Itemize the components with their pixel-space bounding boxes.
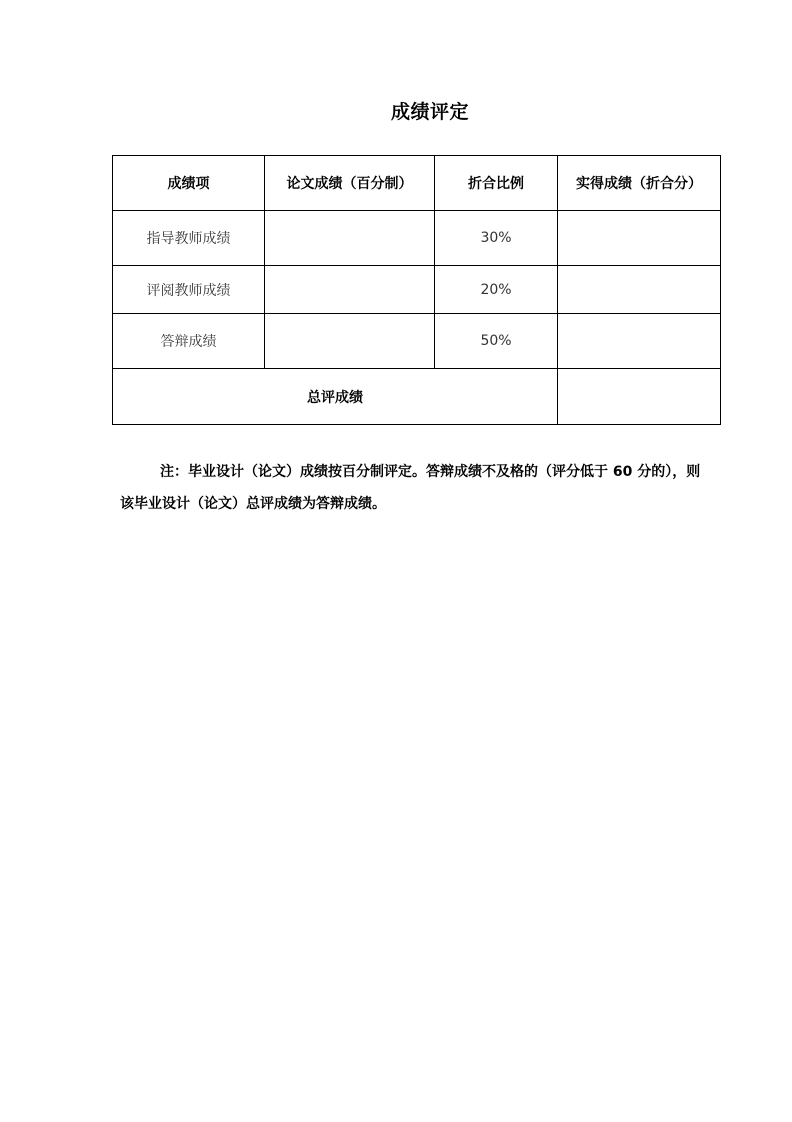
table-row [113, 266, 721, 314]
row-ratio: 30% [435, 211, 558, 266]
row-score-cell[interactable] [265, 314, 435, 369]
note-text: 注：毕业设计（论文）成绩按百分制评定。答辩成绩不及格的（评分低于 60 分的），则该毕业设计（论文）总评成绩为答辩成绩。 [120, 464, 701, 512]
row-score-cell[interactable] [265, 266, 435, 314]
total-value-cell[interactable] [558, 369, 721, 425]
row-ratio: 50% [435, 314, 558, 369]
row-score-cell[interactable] [265, 211, 435, 266]
table-row [113, 211, 721, 266]
header-ratio: 折合比例 [435, 156, 558, 211]
header-result: 实得成绩（折合分） [558, 156, 721, 211]
row-result-cell[interactable] [558, 314, 721, 369]
row-item-label: 答辩成绩 [113, 314, 265, 369]
header-item: 成绩项 [113, 156, 265, 211]
row-ratio: 20% [435, 266, 558, 314]
row-result-cell[interactable] [558, 266, 721, 314]
table-header-row [113, 156, 721, 211]
total-label: 总评成绩 [113, 369, 558, 425]
page-title: 成绩评定 [390, 101, 469, 123]
grade-table [112, 155, 721, 425]
header-score: 论文成绩（百分制） [265, 156, 435, 211]
row-result-cell[interactable] [558, 211, 721, 266]
total-row [113, 369, 721, 425]
row-item-label: 评阅教师成绩 [113, 266, 265, 314]
table-row [113, 314, 721, 369]
row-item-label: 指导教师成绩 [113, 211, 265, 266]
